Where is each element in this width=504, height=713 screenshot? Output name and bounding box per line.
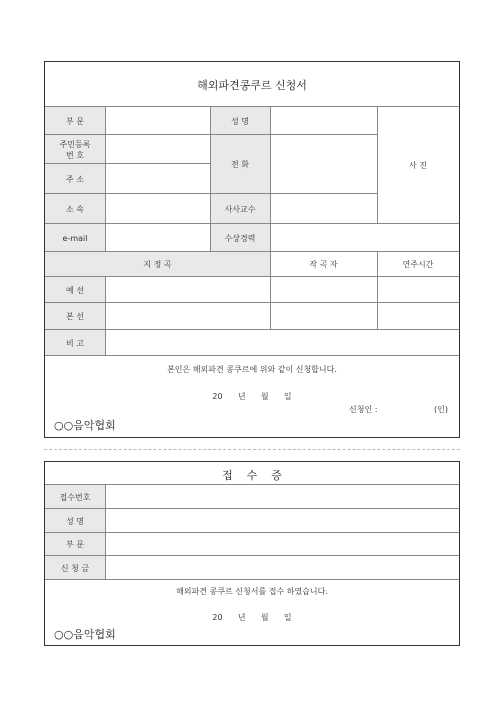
grid-line <box>45 555 459 556</box>
label-address: 주 소 <box>45 164 105 194</box>
address-field[interactable] <box>105 164 210 194</box>
receipt-statement: 해외파견 콩쿠르 신청서를 접수 하였습니다. <box>176 587 328 596</box>
application-form <box>44 61 460 438</box>
label-rrn: 주민등록 번 호 <box>45 135 105 164</box>
receipt-title: 접 수 증 <box>222 469 282 482</box>
grid-line <box>45 276 459 277</box>
name-field[interactable] <box>270 107 377 135</box>
label-main: 본 선 <box>45 303 105 330</box>
receipt-no-field[interactable] <box>105 485 459 509</box>
application-org: ○○음악협회 <box>54 419 116 432</box>
grid-line <box>45 163 210 164</box>
photo-box[interactable] <box>377 107 459 224</box>
receipt-form <box>44 461 460 646</box>
email-field[interactable] <box>105 224 210 252</box>
grid-line <box>45 193 377 194</box>
receipt-dept-field[interactable] <box>105 533 459 556</box>
grid-line <box>45 579 459 580</box>
phone-field[interactable] <box>270 135 377 194</box>
receipt-fee-field[interactable] <box>105 556 459 580</box>
grid-line <box>45 223 459 224</box>
receipt-org: ○○음악협회 <box>54 628 116 641</box>
label-affiliation: 소 속 <box>45 194 105 224</box>
main-duration-field[interactable] <box>377 303 459 330</box>
affiliation-field[interactable] <box>105 194 210 224</box>
grid-line <box>45 484 459 485</box>
label-receipt-fee: 신 청 금 <box>45 556 105 580</box>
grid-line <box>105 276 106 356</box>
grid-line <box>45 106 459 107</box>
prelim-duration-field[interactable] <box>377 277 459 303</box>
label-receipt-no: 접수번호 <box>45 485 105 509</box>
grid-line <box>45 329 459 330</box>
label-name: 성 명 <box>210 107 270 135</box>
remarks-field[interactable] <box>105 330 459 356</box>
dept-field[interactable] <box>105 107 210 135</box>
header-designated: 지 정 곡 <box>45 252 270 277</box>
grid-line <box>45 251 459 252</box>
label-dept: 부 문 <box>45 107 105 135</box>
label-receipt-name: 성 명 <box>45 509 105 533</box>
grid-line <box>45 355 459 356</box>
label-remarks: 비 고 <box>45 330 105 356</box>
grid-line <box>45 134 377 135</box>
grid-line <box>377 251 378 330</box>
receipt-name-field[interactable] <box>105 509 459 533</box>
grid-line <box>377 106 378 224</box>
header-composer: 작 곡 자 <box>309 260 338 269</box>
teacher-field[interactable] <box>270 194 377 224</box>
application-date: 20 년 월 일 <box>212 392 292 401</box>
grid-line <box>45 532 459 533</box>
main-piece-field[interactable] <box>105 303 270 330</box>
grid-line <box>45 508 459 509</box>
photo-label: 사 진 <box>409 161 427 170</box>
label-awards: 수상경력 <box>210 224 270 252</box>
grid-line <box>210 106 211 252</box>
grid-line <box>45 302 459 303</box>
receipt-date: 20 년 월 일 <box>212 613 292 622</box>
grid-line <box>270 251 271 330</box>
label-teacher: 사사교수 <box>210 194 270 224</box>
awards-field[interactable] <box>270 224 459 252</box>
header-duration: 연주시간 <box>402 260 434 269</box>
grid-line <box>105 106 106 252</box>
prelim-composer-field[interactable] <box>270 277 377 303</box>
label-prelim: 예 선 <box>45 277 105 303</box>
rrn-field[interactable] <box>105 135 210 164</box>
grid-line <box>105 484 106 580</box>
seal-mark: (인) <box>434 405 448 414</box>
label-receipt-dept: 부 문 <box>45 533 105 556</box>
prelim-piece-field[interactable] <box>105 277 270 303</box>
application-title: 해외파견콩쿠르 신청서 <box>197 79 307 92</box>
cut-line <box>44 449 460 450</box>
main-composer-field[interactable] <box>270 303 377 330</box>
grid-line <box>270 106 271 252</box>
applicant-label: 신청인 : <box>349 405 378 414</box>
label-phone: 전 화 <box>210 135 270 194</box>
label-email: e-mail <box>45 224 105 252</box>
application-statement: 본인은 해외파견 콩쿠르에 위와 같이 신청합니다. <box>167 365 337 374</box>
